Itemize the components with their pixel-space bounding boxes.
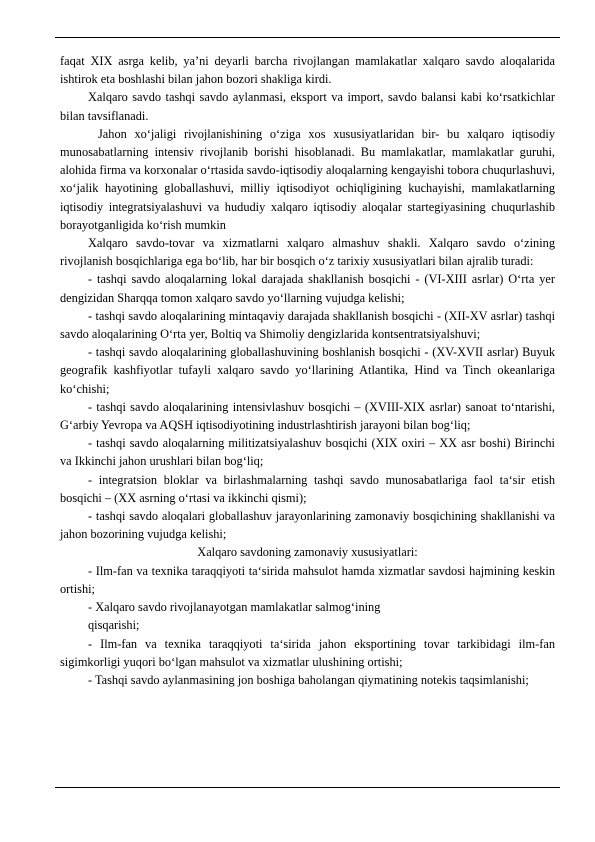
paragraph-2: Xalqaro savdo tashqi savdo aylanmasi, eksport va import, savdo balansi kabi ko‘rsatkichlar bilan tavsiflanadi. <box>60 90 555 123</box>
list-item-stage-3: - tashqi savdo aloqalarining globallashuvining boshlanish bosqichi - (XV-XVII asrlar) Buyuk geografik kashfiyotlar tufayli xalqaro savdo yo‘llarining Atlantika, Hind va Tinch okeanlariga ko‘chishi; <box>60 345 555 396</box>
list-item-stage-1: - tashqi savdo aloqalarning lokal darajada shakllanish bosqichi - (VI-XIII asrlar) O‘rta yer dengizidan Sharqqa tomon xalqaro savdo yo‘llarning vujudga kelishi; <box>60 272 555 305</box>
paragraph-3: Jahon xo‘jaligi rivojlanishining o‘ziga xos xususiyatlaridan bir- bu xalqaro iqtisodiy munosabatlarning intensiv rivojlanib borishi hisoblanadi. Bu mamlakatlar, mamlakatlar guruhi, alohida firma va korxonalar o‘rtasida savdo-iqtisodiy aloqalarning kengayishi tobora chuqurlashuvi, xo‘jalik hayotining globallashuvi, milliy iqtisodiyot ochiqligining kuchayishi, mamlakatlarning iqtisodiy integratsiyalashuvi va hududiy xalqaro iqtisodiy aloqalar startegiyasining chuqurlashib borayotganligida ko‘rish mumkin <box>60 126 555 232</box>
document-body <box>60 52 555 689</box>
top-border-line <box>55 37 560 38</box>
list-item-stage-7: - tashqi savdo aloqalari globallashuv jarayonlarining zamonaviy bosqichining shakllanishi va jahon bozorining vujudga kelishi; <box>60 509 555 542</box>
list-item-stage-5: - tashqi savdo aloqalarning militizatsiyalashuv bosqichi (XIX oxiri – XX asr boshi) Birinchi va Ikkinchi jahon urushlari bilan bog‘liq; <box>60 436 555 469</box>
list-item-feature-2: - Xalqaro savdo rivojlanayotgan mamlakatlar salmog‘ining <box>88 600 381 615</box>
bottom-border-line <box>55 787 560 788</box>
paragraph-4: Xalqaro savdo-tovar va xizmatlarni xalqaro almashuv shakli. Xalqaro savdo o‘zining rivojlanish bosqichlariga ega bo‘lib, har bir bosqich o‘z tarixiy xususiyatlari bilan ajralib turadi: <box>60 236 555 269</box>
paragraph-1: faqat XIX asrga kelib, ya’ni deyarli barcha rivojlangan mamlakatlar xalqaro savdo aloqalarida ishtirok eta boshlashi bilan jahon bozori shakliga kirdi. <box>60 54 555 87</box>
list-item-feature-2-continued: qisqarishi; <box>88 618 140 633</box>
list-item-feature-3: - Ilm-fan va texnika taraqqiyoti ta‘sirida jahon eksportining tovar tarkibidagi ilm-fan sigimkorligi yuqori bo‘lgan mahsulot va xizmatlar ulushining ortishi; <box>60 636 555 669</box>
section-heading: Xalqaro savdoning zamonaviy xususiyatlari: <box>197 545 418 560</box>
list-item-stage-2: - tashqi savdo aloqalarining mintaqaviy darajada shakllanish bosqichi - (XII-XV asrlar) tashqi savdo aloqalarining O‘rta yer, Boltiq va Shimoliy dengizlarida kontsentratsiyalshuvi; <box>60 308 555 342</box>
list-item-feature-4: - Tashqi savdo aylanmasining jon boshiga baholangan qiymatining notekis taqsimlanishi; <box>88 672 529 687</box>
list-item-stage-4: - tashqi savdo aloqalarining intensivlashuv bosqichi – (XVIII-XIX asrlar) sanoat to‘ntarishi, G‘arbiy Yevropa va AQSH iqtisodiyotining industrlashtirish jarayoni bilan bog‘liq; <box>60 399 555 433</box>
list-item-feature-1: - Ilm-fan va texnika taraqqiyoti ta‘sirida mahsulot hamda xizmatlar savdosi hajmining keskin ortishi; <box>60 563 555 596</box>
list-item-stage-6: - integratsion bloklar va birlashmalarning tashqi savdo munosabatlariga faol ta‘sir etish bosqichi – (XX asrning o‘rtasi va ikkinchi qismi); <box>60 472 555 505</box>
